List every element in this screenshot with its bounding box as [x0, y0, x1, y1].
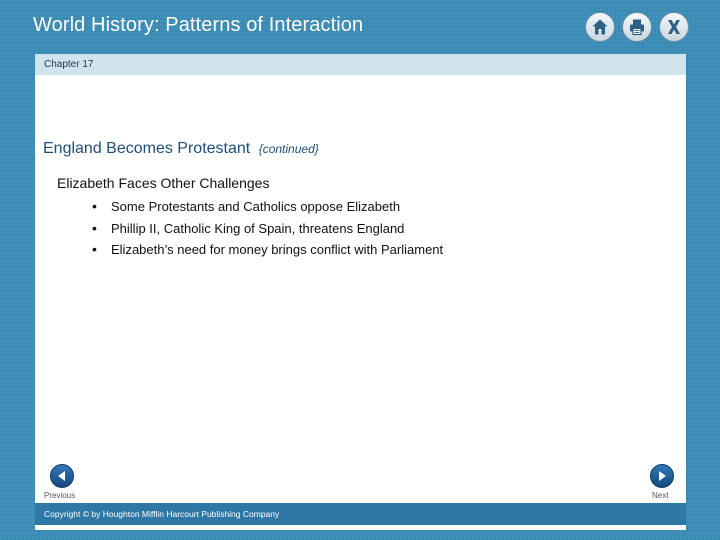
bullet-text: Some Protestants and Catholics oppose Elizabeth [111, 199, 401, 214]
heading-continued: {continued} [258, 142, 319, 156]
previous-button[interactable] [50, 464, 74, 488]
bullet-list [92, 196, 443, 261]
bullet-dot-icon [92, 196, 111, 218]
next-button[interactable] [650, 464, 674, 488]
close-icon [665, 18, 683, 36]
bullet-dot-icon [92, 239, 111, 261]
slide-heading-text: England Becomes Protestant [43, 140, 251, 157]
bullet-text: Elizabeth’s need for money brings conflict with Parliament [111, 242, 444, 257]
print-button[interactable] [622, 12, 652, 42]
home-button[interactable] [585, 12, 615, 42]
arrow-right-icon [656, 470, 668, 482]
copyright-footer: Copyright © by Houghton Mifflin Harcourt Publishing Company [35, 503, 686, 525]
arrow-left-icon [56, 470, 68, 482]
bullet-dot-icon [92, 218, 111, 240]
printer-icon [628, 18, 646, 36]
bullet-item [92, 239, 443, 261]
previous-label[interactable]: Previous [44, 491, 76, 500]
exit-button[interactable] [659, 12, 689, 42]
slide-subheading: Elizabeth Faces Other Challenges [57, 175, 270, 191]
slide-heading [43, 140, 319, 158]
top-nav-icons [585, 12, 689, 42]
chapter-label: Chapter 17 [35, 54, 686, 75]
home-icon [591, 18, 609, 36]
bullet-item [92, 218, 443, 240]
bullet-item [92, 196, 443, 218]
app-title: World History: Patterns of Interaction [33, 14, 364, 36]
slide-panel [35, 54, 686, 530]
next-label[interactable]: Next [652, 491, 669, 500]
bullet-text: Phillip II, Catholic King of Spain, threatens England [111, 220, 405, 236]
